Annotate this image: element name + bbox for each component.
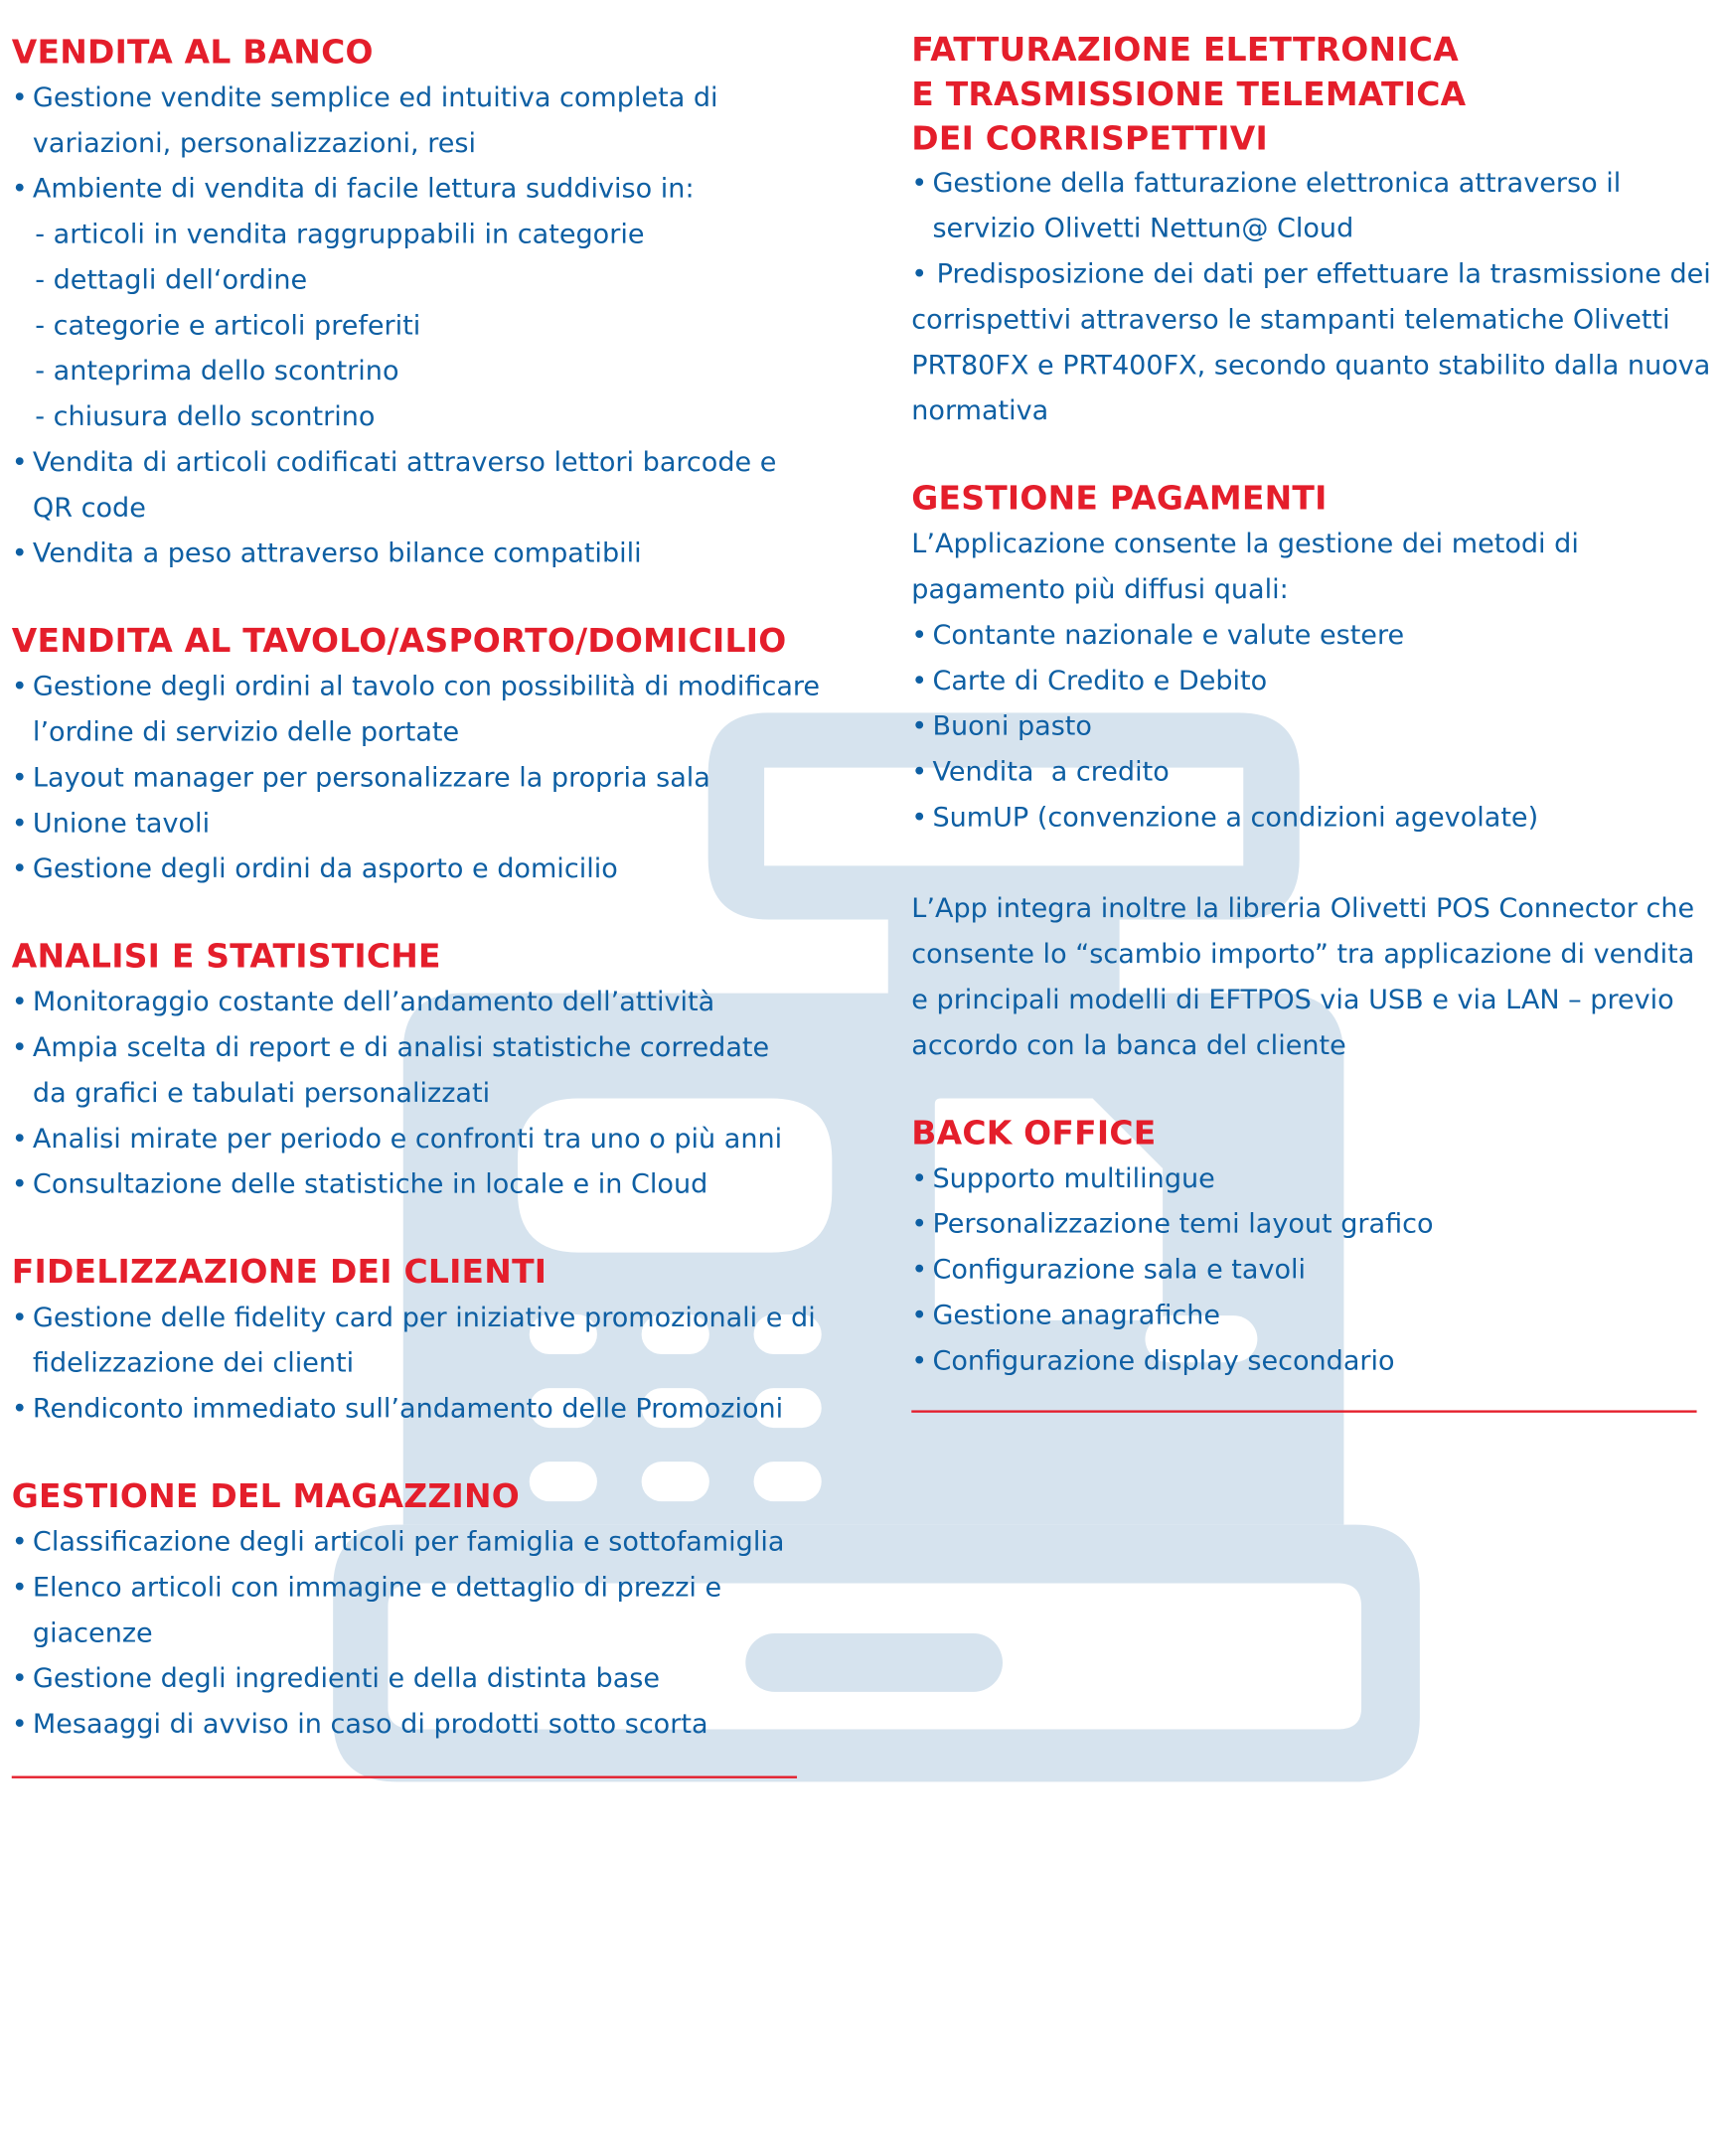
analisi-list bbox=[12, 981, 807, 1208]
list-item: • Vendita di articoli codificati attraverso lettori barcode e QR code bbox=[12, 440, 807, 532]
right-column bbox=[911, 28, 1717, 1454]
list-item: • Gestione vendite semplice ed intuitiva completa di variazioni, personalizzazioni, resi bbox=[12, 76, 854, 167]
section-analisi-statistiche bbox=[12, 934, 854, 1208]
list-item: • Gestione della fatturazione elettronica attraverso il servizio Olivetti Nettun@ Cloud bbox=[911, 161, 1656, 252]
list-item: • Vendita a peso attraverso bilance compatibili bbox=[12, 532, 807, 577]
section-fidelizzazione bbox=[12, 1249, 854, 1433]
section-magazzino bbox=[12, 1473, 854, 1778]
section-fatturazione bbox=[911, 28, 1717, 434]
pagamenti-intro: L’Applicazione consente la gestione dei metodi di pagamento più diffusi quali: bbox=[911, 529, 1579, 606]
vendita-banco-list-2 bbox=[12, 440, 807, 577]
list-item: • Contante nazionale e valute estere bbox=[911, 613, 1717, 659]
section-back-office bbox=[911, 1110, 1717, 1413]
list-item: • Classificazione degli articoli per famiglia e sottofamiglia bbox=[12, 1520, 851, 1566]
left-column bbox=[12, 29, 854, 1777]
heading-vendita-al-tavolo: VENDITA AL TAVOLO/ASPORTO/DOMICILIO bbox=[11, 621, 787, 661]
list-item: • Gestione degli ordini al tavolo con possibilità di modificare l’ordine di servizio delle portate bbox=[12, 665, 854, 756]
list-item: • Rendiconto immediato sull’andamento delle Promozioni bbox=[12, 1387, 854, 1433]
list-item: • Gestione degli ingredienti e della distinta base bbox=[12, 1657, 760, 1703]
heading-fidelizzazione: FIDELIZZAZIONE DEI CLIENTI bbox=[11, 1252, 548, 1292]
list-item: • Unione tavoli bbox=[12, 802, 854, 847]
divider-rule bbox=[12, 1776, 797, 1778]
list-item: • Consultazione delle statistiche in locale e in Cloud bbox=[12, 1162, 807, 1208]
section-vendita-al-banco bbox=[12, 29, 854, 577]
list-item: • Elenco articoli con immagine e dettaglio di prezzi e giacenze bbox=[12, 1566, 760, 1657]
list-item: • Analisi mirate per periodo e confronti tra uno o più anni bbox=[12, 1117, 807, 1162]
fatturazione-list bbox=[911, 161, 1717, 252]
sub-list-item: - categorie e articoli preferiti bbox=[35, 310, 421, 342]
heading-analisi-statistiche: ANALISI E STATISTICHE bbox=[11, 937, 441, 976]
heading-back-office: BACK OFFICE bbox=[911, 1113, 1157, 1153]
list-item: • Monitoraggio costante dell’andamento dell’attività bbox=[12, 981, 807, 1026]
list-item: • Carte di Credito e Debito bbox=[911, 659, 1717, 704]
list-item: • Gestione degli ordini da asporto e domicilio bbox=[12, 847, 854, 893]
magazzino-list bbox=[12, 1520, 785, 1748]
divider-rule bbox=[911, 1410, 1696, 1412]
heading-pagamenti: GESTIONE PAGAMENTI bbox=[911, 479, 1328, 518]
sub-list-item: - articoli in vendita raggruppabili in categorie bbox=[35, 220, 645, 250]
vendita-tavolo-list bbox=[12, 665, 854, 892]
pagamenti-list bbox=[911, 613, 1717, 841]
pagamenti-outro: L’App integra inoltre la libreria Olivetti POS Connector che consente lo “scambio importo” tra applicazione di vendita e principali modelli di EFTPOS via USB e via LAN – previo accordo con la banca del cliente bbox=[911, 893, 1695, 1061]
list-item: • Buoni pasto bbox=[911, 704, 1717, 750]
section-vendita-al-tavolo bbox=[12, 618, 854, 892]
heading-fatturazione: FATTURAZIONE ELETTRONICA E TRASMISSIONE TELEMATICA DEI CORRISPETTIVI bbox=[911, 30, 1467, 158]
heading-vendita-al-banco: VENDITA AL BANCO bbox=[11, 32, 374, 72]
heading-magazzino: GESTIONE DEL MAGAZZINO bbox=[11, 1476, 520, 1516]
vendita-banco-sublist bbox=[12, 213, 854, 440]
sub-list-item: - dettagli dell‘ordine bbox=[35, 264, 308, 296]
list-item: • Predisposizione dei dati per effettuare la trasmissione dei corrispettivi attraverso le stampanti telematiche Olivetti PRT80FX e PRT400FX, secondo quanto stabilito dalla nuova normativa bbox=[911, 252, 1717, 434]
sub-list-item: - anteprima dello scontrino bbox=[35, 356, 399, 387]
list-item: • Configurazione sala e tavoli bbox=[911, 1248, 1717, 1294]
list-item: • Gestione delle fidelity card per iniziative promozionali e di fidelizzazione dei clienti bbox=[12, 1296, 854, 1387]
vendita-banco-list bbox=[12, 76, 854, 213]
list-item: • Supporto multilingue bbox=[911, 1156, 1717, 1202]
list-item: • Vendita a credito bbox=[911, 750, 1717, 796]
list-item: • Ambiente di vendita di facile lettura suddiviso in: bbox=[12, 167, 854, 213]
list-item: • Personalizzazione temi layout grafico bbox=[911, 1202, 1717, 1248]
list-item: • Mesaaggi di avviso in caso di prodotti sotto scorta bbox=[12, 1702, 760, 1748]
back-office-list bbox=[911, 1156, 1717, 1384]
list-item: • SumUP (convenzione a condizioni agevolate) bbox=[911, 796, 1717, 842]
fatturazione-list-2 bbox=[911, 252, 1717, 434]
list-item: • Ampia scelta di report e di analisi statistiche corredate da grafici e tabulati personalizzati bbox=[12, 1026, 807, 1118]
fidelizzazione-list bbox=[12, 1296, 854, 1433]
list-item: • Gestione anagrafiche bbox=[911, 1294, 1717, 1339]
sub-list-item: - chiusura dello scontrino bbox=[35, 401, 376, 433]
section-pagamenti bbox=[911, 476, 1717, 1069]
list-item: • Configurazione display secondario bbox=[911, 1339, 1717, 1385]
list-item: • Layout manager per personalizzare la propria sala bbox=[12, 756, 854, 802]
